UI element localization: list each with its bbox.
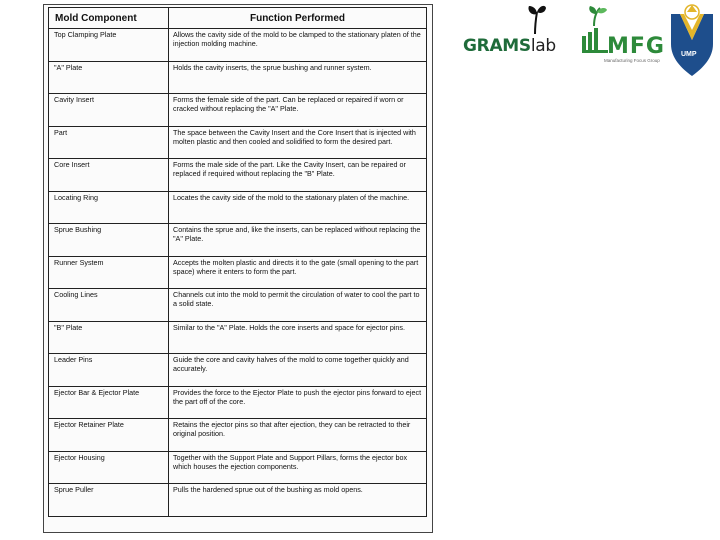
component-cell: Core Insert <box>49 159 169 192</box>
table-row <box>49 419 427 452</box>
table-row <box>49 256 427 289</box>
table-header-row <box>49 8 427 29</box>
table-row <box>49 386 427 419</box>
grams-lab-logo <box>463 36 556 56</box>
table-row <box>49 29 427 62</box>
table-row <box>49 224 427 257</box>
scanned-document <box>43 4 433 533</box>
component-cell: Top Clamping Plate <box>49 29 169 62</box>
mfg-mark-icon <box>580 6 610 56</box>
table-row <box>49 191 427 224</box>
function-cell: Forms the male side of the part. Like the Cavity Insert, can be repaired or replaced if required without replacing the "B" Plate. <box>169 159 427 192</box>
table-row <box>49 484 427 517</box>
table-row <box>49 321 427 354</box>
ump-logo <box>667 0 717 78</box>
header-function-performed: Function Performed <box>169 8 427 29</box>
function-cell: Holds the cavity inserts, the sprue bushing and runner system. <box>169 61 427 94</box>
component-cell: Ejector Retainer Plate <box>49 419 169 452</box>
component-cell: Part <box>49 126 169 159</box>
function-cell: Together with the Support Plate and Support Pillars, forms the ejector box which houses the ejection components. <box>169 451 427 484</box>
function-cell: The space between the Cavity Insert and the Core Insert that is injected with molten plastic and then cooled and solidified to form the desired part. <box>169 126 427 159</box>
table-row <box>49 451 427 484</box>
mfg-logo <box>580 6 665 66</box>
component-cell: Locating Ring <box>49 191 169 224</box>
mold-components-table <box>48 7 427 517</box>
lab-text: lab <box>530 36 556 56</box>
ump-text: UMP <box>681 51 697 58</box>
grams-text: GRAMS <box>463 36 531 56</box>
function-cell: Contains the sprue and, like the inserts, can be replaced without replacing the "A" Plate. <box>169 224 427 257</box>
function-cell: Accepts the molten plastic and directs it to the gate (small opening to the part space) where it enters to form the part. <box>169 256 427 289</box>
function-cell: Channels cut into the mold to permit the circulation of water to cool the part to a solid state. <box>169 289 427 322</box>
table-row <box>49 159 427 192</box>
ump-shield-icon <box>667 0 717 78</box>
table-row <box>49 126 427 159</box>
component-cell: Ejector Housing <box>49 451 169 484</box>
function-cell: Locates the cavity side of the mold to the stationary platen of the machine. <box>169 191 427 224</box>
mfg-subtitle: Manufacturing Focus Group <box>604 58 660 63</box>
function-cell: Forms the female side of the part. Can be replaced or repaired if worn or cracked without replacing the "A" Plate. <box>169 94 427 127</box>
component-cell: "A" Plate <box>49 61 169 94</box>
component-cell: Ejector Bar & Ejector Plate <box>49 386 169 419</box>
table-row <box>49 289 427 322</box>
component-cell: Runner System <box>49 256 169 289</box>
table-row <box>49 94 427 127</box>
component-cell: Sprue Bushing <box>49 224 169 257</box>
component-cell: Sprue Puller <box>49 484 169 517</box>
mfg-text: MFG <box>607 34 665 59</box>
function-cell: Guide the core and cavity halves of the mold to come together quickly and accurately. <box>169 354 427 387</box>
function-cell: Retains the ejector pins so that after ejection, they can be retracted to their original position. <box>169 419 427 452</box>
component-cell: Cavity Insert <box>49 94 169 127</box>
function-cell: Provides the force to the Ejector Plate to push the ejector pins forward to eject the part off of the core. <box>169 386 427 419</box>
partner-logos <box>455 0 720 80</box>
table-row <box>49 61 427 94</box>
function-cell: Pulls the hardened sprue out of the bushing as mold opens. <box>169 484 427 517</box>
table-row <box>49 354 427 387</box>
component-cell: Cooling Lines <box>49 289 169 322</box>
header-mold-component: Mold Component <box>49 8 169 29</box>
component-cell: "B" Plate <box>49 321 169 354</box>
component-cell: Leader Pins <box>49 354 169 387</box>
function-cell: Similar to the "A" Plate. Holds the core inserts and space for ejector pins. <box>169 321 427 354</box>
function-cell: Allows the cavity side of the mold to be clamped to the stationary platen of the injection molding machine. <box>169 29 427 62</box>
sprout-icon <box>525 4 547 34</box>
